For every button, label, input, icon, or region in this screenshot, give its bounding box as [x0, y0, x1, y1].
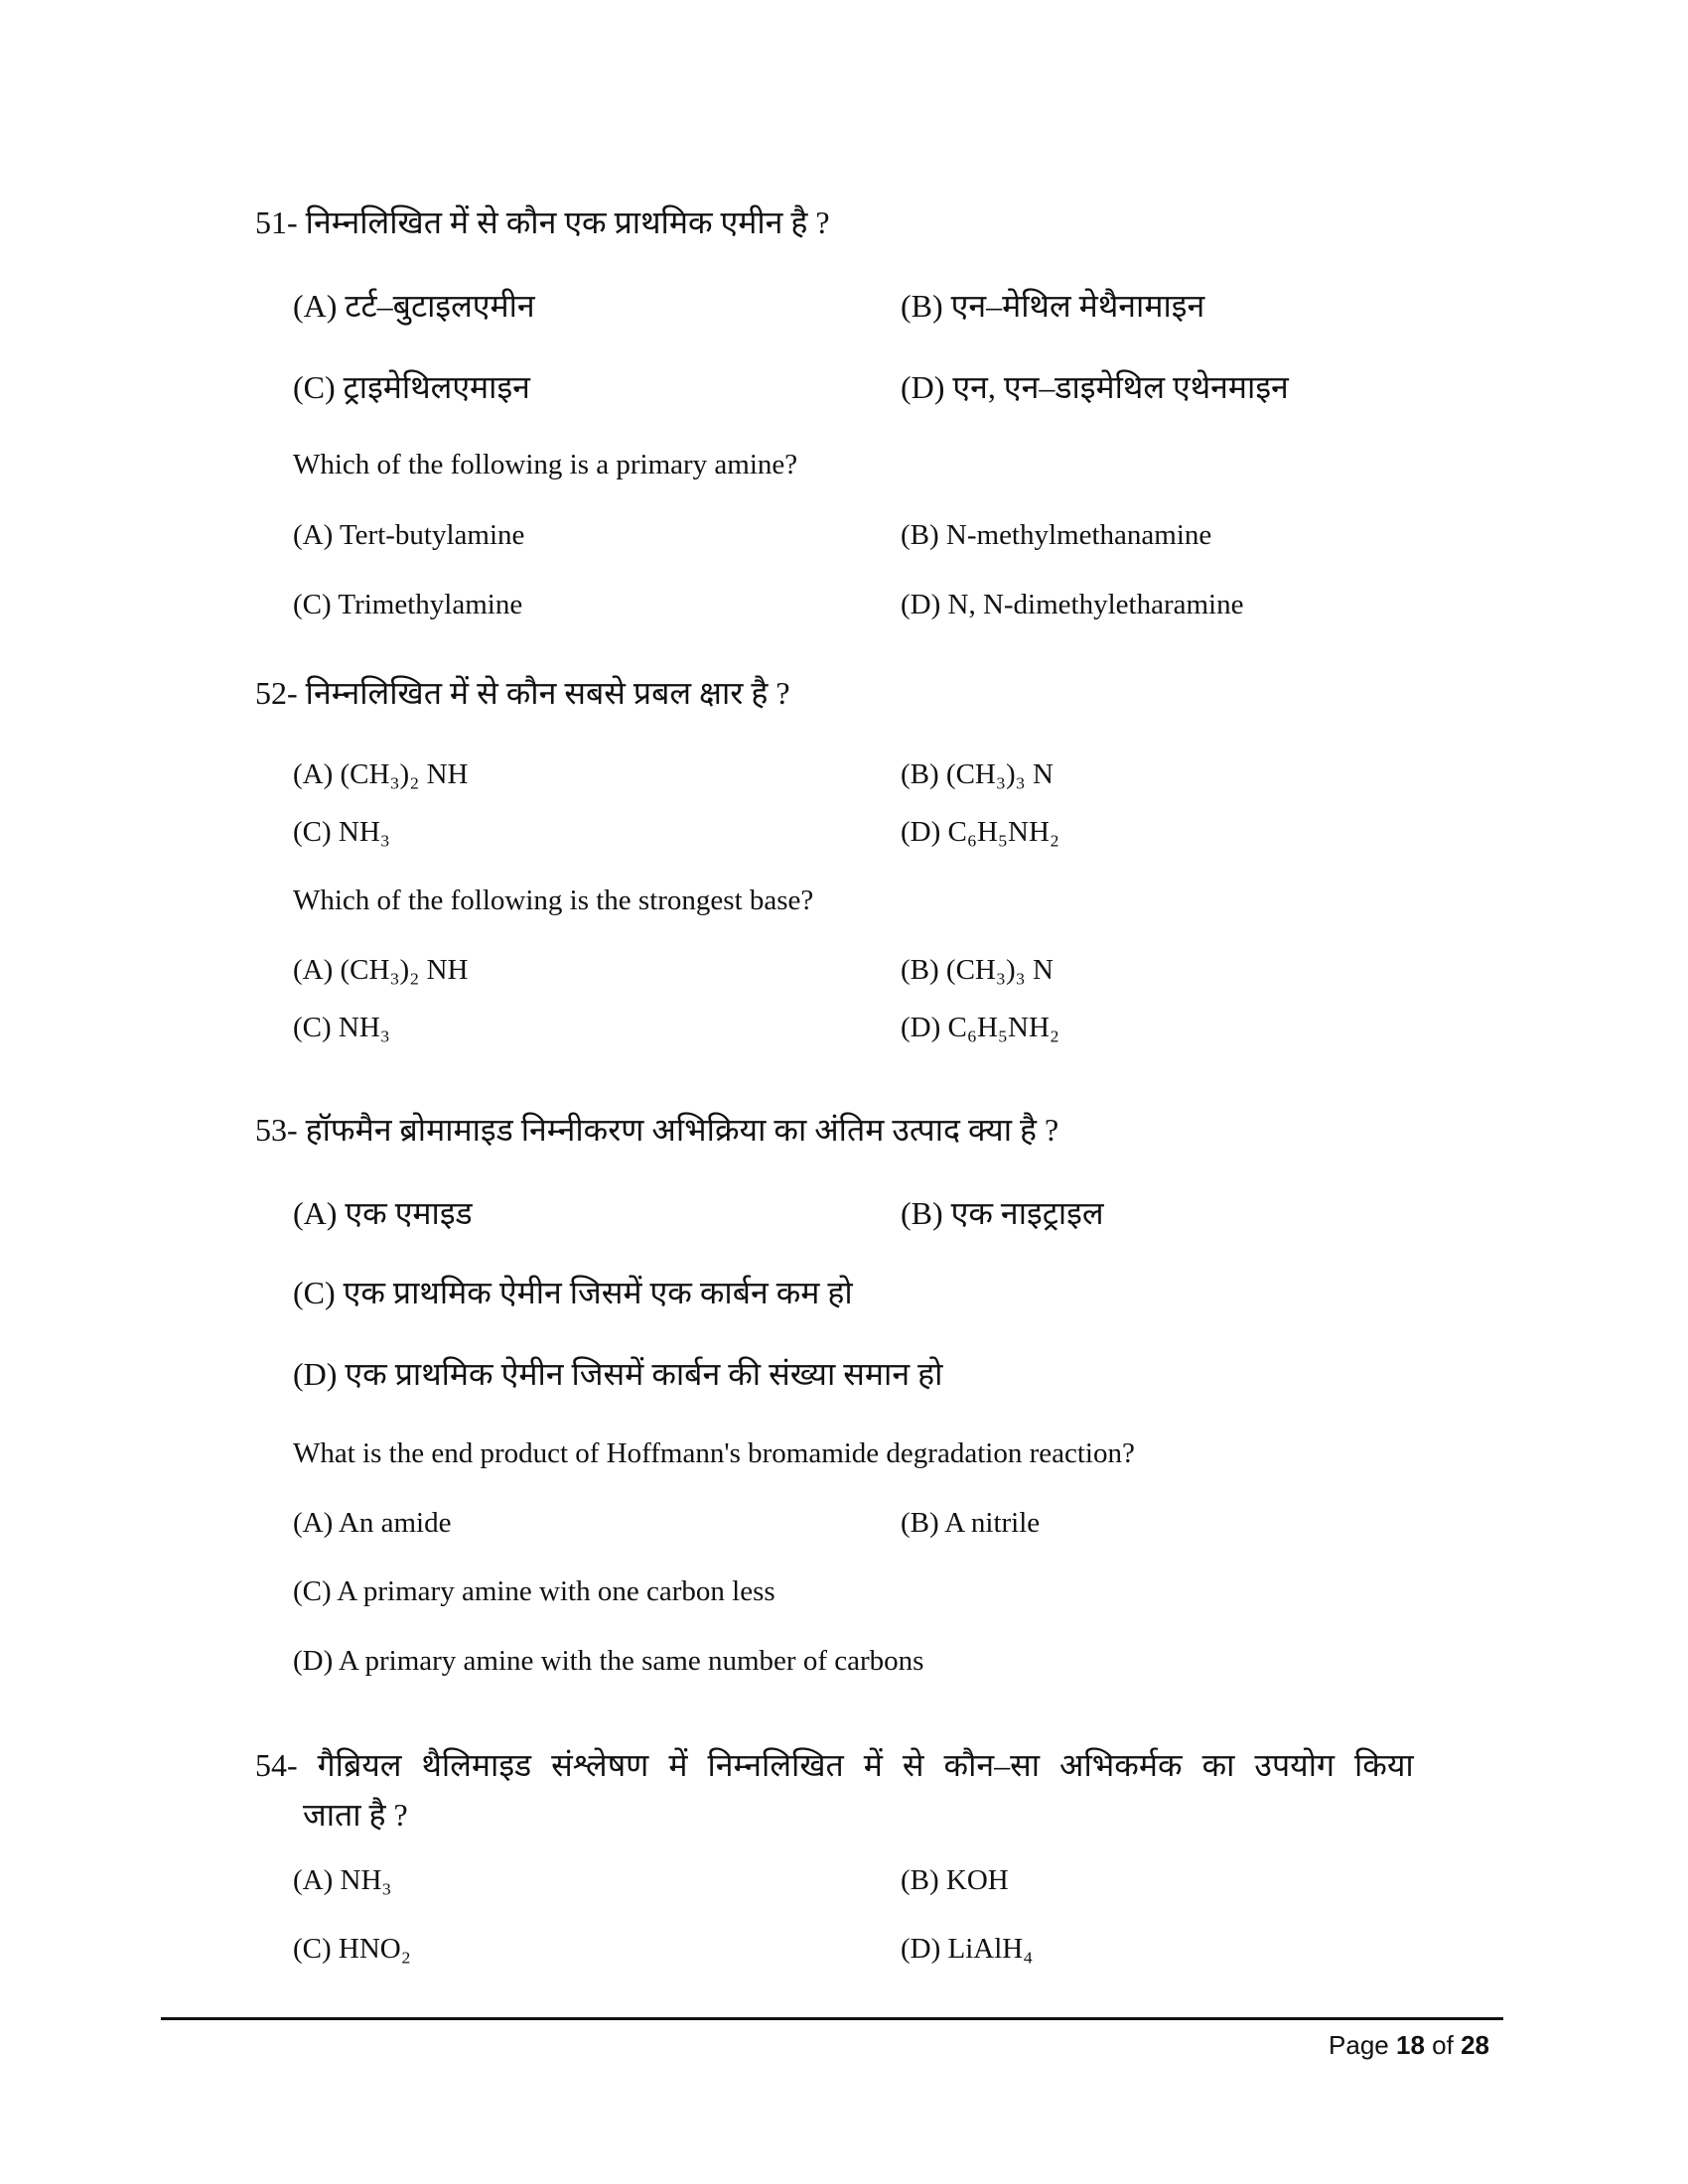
question-53-hindi: 53- हॉफमैन ब्रोमामाइड निम्नीकरण अभिक्रिया का अंतिम उत्पाद क्या है ?: [255, 1112, 1059, 1148]
page-word: Page: [1329, 2030, 1389, 2060]
question-51-hindi: 51- निम्नलिखित में से कौन एक प्राथमिक एमीन है ?: [255, 205, 830, 240]
page-current: 18: [1396, 2030, 1425, 2060]
page-of-word: of: [1432, 2030, 1454, 2060]
q51-english-option-a: (A) Tert-butylamine: [293, 519, 525, 551]
q53-hindi-option-b: (B) एक नाइट्राइल: [901, 1195, 1104, 1231]
q52-english-option-c: (C) NH₃: [293, 1012, 390, 1043]
q52-english-option-b: (B) (CH₃)₃ N: [901, 954, 1054, 986]
q52-hindi-option-c: (C) NH₃: [293, 816, 390, 848]
q54-option-a: (A) NH₃: [293, 1864, 392, 1896]
q53-english-option-c: (C) A primary amine with one carbon less: [293, 1575, 775, 1607]
question-51-english: Which of the following is a primary amine?: [293, 449, 798, 480]
q53-english-option-b: (B) A nitrile: [901, 1507, 1041, 1539]
q53-hindi-option-a: (A) एक एमाइड: [293, 1195, 473, 1231]
question-52-hindi: 52- निम्नलिखित में से कौन सबसे प्रबल क्षार है ?: [255, 675, 790, 711]
q51-english-option-b: (B) N-methylmethanamine: [901, 519, 1212, 551]
q52-english-option-d: (D) C₆H₅NH₂: [901, 1012, 1060, 1043]
q52-hindi-option-a: (A) (CH₃)₂ NH: [293, 758, 469, 790]
q51-hindi-option-d: (D) एन, एन–डाइमेथिल एथेनमाइन: [901, 369, 1289, 405]
question-54-hindi: 54- गैब्रियल थैलिमाइड संश्लेषण में निम्नलिखित में से कौन–सा अभिकर्मक का उपयोग किया: [255, 1747, 1414, 1783]
page-number: [1329, 2030, 1489, 2061]
q53-english-option-a: (A) An amide: [293, 1507, 452, 1539]
q54-option-b: (B) KOH: [901, 1864, 1009, 1896]
q51-english-option-d: (D) N, N-dimethyletharamine: [901, 589, 1244, 620]
q51-hindi-option-b: (B) एन–मेथिल मेथैनामाइन: [901, 288, 1205, 324]
q54-option-c: (C) HNO₂: [293, 1933, 411, 1965]
q51-hindi-option-c: (C) ट्राइमेथिलएमाइन: [293, 369, 530, 405]
question-53-english: What is the end product of Hoffmann's bromamide degradation reaction?: [293, 1437, 1135, 1469]
q52-hindi-option-d: (D) C₆H₅NH₂: [901, 816, 1060, 848]
q51-hindi-option-a: (A) टर्ट–बुटाइलएमीन: [293, 288, 535, 324]
q53-english-option-d: (D) A primary amine with the same number of carbons: [293, 1645, 924, 1677]
question-52-english: Which of the following is the strongest base?: [293, 885, 814, 916]
q52-hindi-option-b: (B) (CH₃)₃ N: [901, 758, 1054, 790]
page-total: 28: [1461, 2030, 1489, 2060]
q52-english-option-a: (A) (CH₃)₂ NH: [293, 954, 469, 986]
q54-option-d: (D) LiAlH₄: [901, 1933, 1034, 1965]
q53-hindi-option-c: (C) एक प्राथमिक ऐमीन जिसमें एक कार्बन कम हो: [293, 1275, 853, 1310]
q53-hindi-option-d: (D) एक प्राथमिक ऐमीन जिसमें कार्बन की संख्या समान हो: [293, 1356, 943, 1392]
q51-english-option-c: (C) Trimethylamine: [293, 589, 523, 620]
footer-divider: [161, 2017, 1503, 2020]
question-54-hindi-continued: जाता है ?: [303, 1797, 408, 1833]
